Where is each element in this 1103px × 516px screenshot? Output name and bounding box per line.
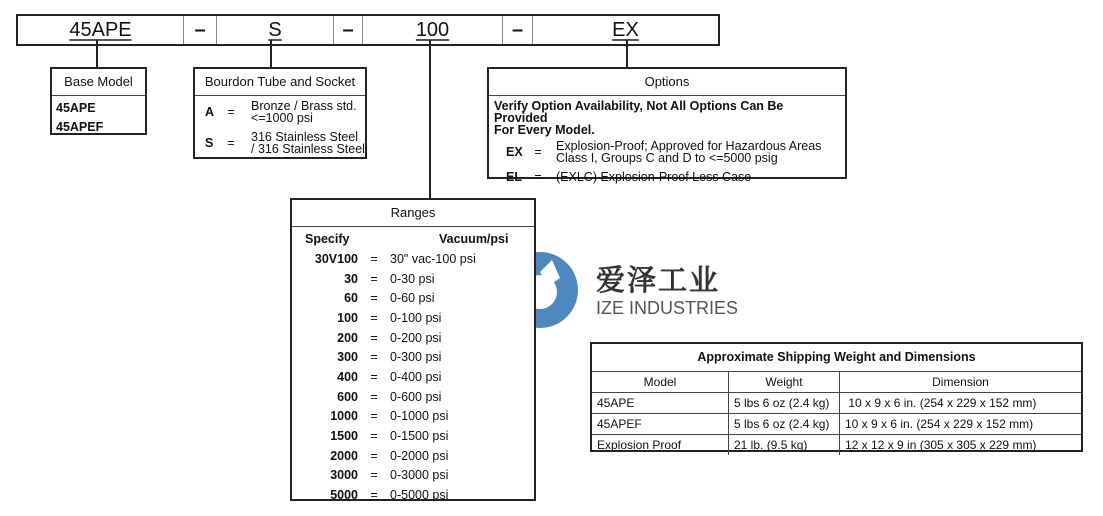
range-value: 0-1500 psi xyxy=(390,429,449,444)
equals-sign: = xyxy=(370,409,378,424)
range-value: 30" vac-100 psi xyxy=(390,251,476,266)
range-code: 60 xyxy=(344,291,358,306)
base-model-item: 45APEF xyxy=(56,120,104,134)
range-value: 0-60 psi xyxy=(390,291,435,306)
range-row xyxy=(292,269,534,289)
code-options-value: EX xyxy=(612,18,639,41)
equals-sign: = xyxy=(534,170,542,184)
model-code-bar xyxy=(16,14,720,46)
option-description-line: Explosion-Proof; Approved for Hazardous Areas xyxy=(556,139,822,153)
ranges-title: Ranges xyxy=(292,200,534,227)
range-row xyxy=(292,407,534,427)
bourdon-description xyxy=(239,100,357,124)
code-separator xyxy=(503,16,533,44)
cell-model: 45APEF xyxy=(592,414,729,435)
shipping-header-row xyxy=(592,372,1081,393)
bourdon-description-line: Bronze / Brass std. xyxy=(251,99,357,113)
separator-glyph: – xyxy=(194,18,206,41)
cell-dimension: 10 x 9 x 6 in. (254 x 229 x 152 mm) xyxy=(840,414,1082,435)
equals-sign: = xyxy=(370,448,378,463)
code-bourdon-value: S xyxy=(268,18,282,41)
range-code: 600 xyxy=(337,389,358,404)
range-row xyxy=(292,328,534,348)
range-code: 400 xyxy=(337,369,358,384)
ranges-header xyxy=(292,227,534,249)
range-value: 0-200 psi xyxy=(390,330,442,345)
separator-glyph: – xyxy=(511,18,524,41)
code-separator xyxy=(184,16,217,44)
option-description: (EXLC) Explosion-Proof Less Case xyxy=(556,170,752,184)
equals-sign: = xyxy=(370,350,378,365)
range-code: 200 xyxy=(337,330,358,345)
bourdon-code: S xyxy=(205,136,214,150)
range-row xyxy=(292,288,534,308)
connector-line xyxy=(429,40,431,199)
options-title: Options xyxy=(489,69,845,96)
range-code: 2000 xyxy=(330,448,358,463)
shipping-table-box xyxy=(590,342,1083,452)
option-code: EL xyxy=(506,170,522,184)
header-model: Model xyxy=(592,372,729,393)
equals-sign: = xyxy=(370,389,378,404)
shipping-row xyxy=(592,435,1081,456)
equals-sign: = xyxy=(227,136,235,150)
header-dimension: Dimension xyxy=(840,372,1082,393)
cell-weight: 5 lbs 6 oz (2.4 kg) xyxy=(729,393,840,414)
ranges-col-specify: Specify xyxy=(305,232,350,246)
bourdon-tube-box xyxy=(193,67,367,159)
range-code: 1000 xyxy=(330,409,358,424)
bourdon-description-line: 316 Stainless Steel xyxy=(251,130,359,144)
bourdon-option-row xyxy=(195,96,365,128)
equals-sign: = xyxy=(370,251,378,266)
code-separator xyxy=(334,16,363,44)
option-code: EX xyxy=(506,145,523,159)
equals-sign: = xyxy=(370,310,378,325)
options-row xyxy=(489,136,845,168)
options-note-line: For Every Model. xyxy=(494,123,595,137)
range-value: 0-30 psi xyxy=(390,271,435,286)
cell-model: Explosion Proof xyxy=(592,435,729,456)
bourdon-description-line: / 316 Stainless Steel xyxy=(251,142,365,156)
range-row xyxy=(292,308,534,328)
connector-line xyxy=(96,40,98,68)
equals-sign: = xyxy=(370,291,378,306)
range-code: 1500 xyxy=(330,429,358,444)
options-box xyxy=(487,67,847,184)
connector-line xyxy=(270,40,272,68)
range-code: 300 xyxy=(337,350,358,365)
cell-model: 45APE xyxy=(592,393,729,414)
ranges-col-value: Vacuum/psi xyxy=(439,232,509,246)
logo-text-chinese: 爱泽工业 xyxy=(596,263,721,297)
range-code: 5000 xyxy=(330,488,358,503)
bourdon-title: Bourdon Tube and Socket xyxy=(195,69,365,96)
option-description xyxy=(546,140,821,164)
base-model-box xyxy=(50,67,147,135)
range-code: 3000 xyxy=(330,468,358,483)
bourdon-code: A xyxy=(205,105,215,119)
cell-weight: 21 lb. (9.5 kg) xyxy=(729,435,840,456)
equals-sign: = xyxy=(370,488,378,503)
range-value: 0-5000 psi xyxy=(390,488,449,503)
ranges-list xyxy=(292,249,534,505)
range-code: 100 xyxy=(337,310,358,325)
range-value: 0-100 psi xyxy=(390,310,442,325)
options-note-line: Verify Option Availability, Not All Options Can Be Provided xyxy=(494,99,784,125)
logo-text-english: IZE INDUSTRIES xyxy=(596,298,739,318)
range-value: 0-3000 psi xyxy=(390,468,449,483)
bourdon-description xyxy=(239,131,365,155)
equals-sign: = xyxy=(370,369,378,384)
range-code: 30V100 xyxy=(314,251,358,266)
equals-sign: = xyxy=(370,330,378,345)
range-value: 0-400 psi xyxy=(390,369,442,384)
range-row xyxy=(292,446,534,466)
range-row xyxy=(292,466,534,486)
shipping-row xyxy=(592,414,1081,435)
bourdon-description-line: <=1000 psi xyxy=(251,111,313,125)
equals-sign: = xyxy=(370,468,378,483)
code-base-model-value: 45APE xyxy=(69,18,132,41)
connector-line xyxy=(626,40,628,68)
range-value: 0-2000 psi xyxy=(390,448,449,463)
range-row xyxy=(292,367,534,387)
code-base-model xyxy=(18,16,184,44)
separator-glyph: – xyxy=(342,18,354,41)
range-row xyxy=(292,249,534,269)
code-bourdon xyxy=(217,16,334,44)
range-value: 0-1000 psi xyxy=(390,409,449,424)
cell-weight: 5 lbs 6 oz (2.4 kg) xyxy=(729,414,840,435)
range-row xyxy=(292,347,534,367)
options-note xyxy=(489,96,845,136)
cell-dimension: 12 x 12 x 9 in (305 x 305 x 229 mm) xyxy=(840,435,1082,456)
code-range-value: 100 xyxy=(415,18,450,41)
range-row xyxy=(292,426,534,446)
equals-sign: = xyxy=(370,429,378,444)
bourdon-option-row xyxy=(195,128,365,158)
header-weight: Weight xyxy=(729,372,840,393)
shipping-title: Approximate Shipping Weight and Dimensions xyxy=(592,344,1081,372)
range-row xyxy=(292,387,534,407)
equals-sign: = xyxy=(370,271,378,286)
range-code: 30 xyxy=(344,271,358,286)
range-value: 0-300 psi xyxy=(390,350,442,365)
equals-sign: = xyxy=(534,145,542,159)
range-row xyxy=(292,485,534,505)
shipping-row xyxy=(592,393,1081,414)
range-value: 0-600 psi xyxy=(390,389,442,404)
option-description-line: Class I, Groups C and D to <=5000 psig xyxy=(556,151,778,165)
shipping-table xyxy=(592,371,1081,455)
equals-sign: = xyxy=(227,105,235,119)
cell-dimension: 10 x 9 x 6 in. (254 x 229 x 152 mm) xyxy=(840,393,1082,414)
options-row xyxy=(489,168,845,186)
code-range xyxy=(363,16,503,44)
ranges-box xyxy=(290,198,536,501)
base-model-title: Base Model xyxy=(52,69,145,96)
base-model-item: 45APE xyxy=(56,101,96,115)
